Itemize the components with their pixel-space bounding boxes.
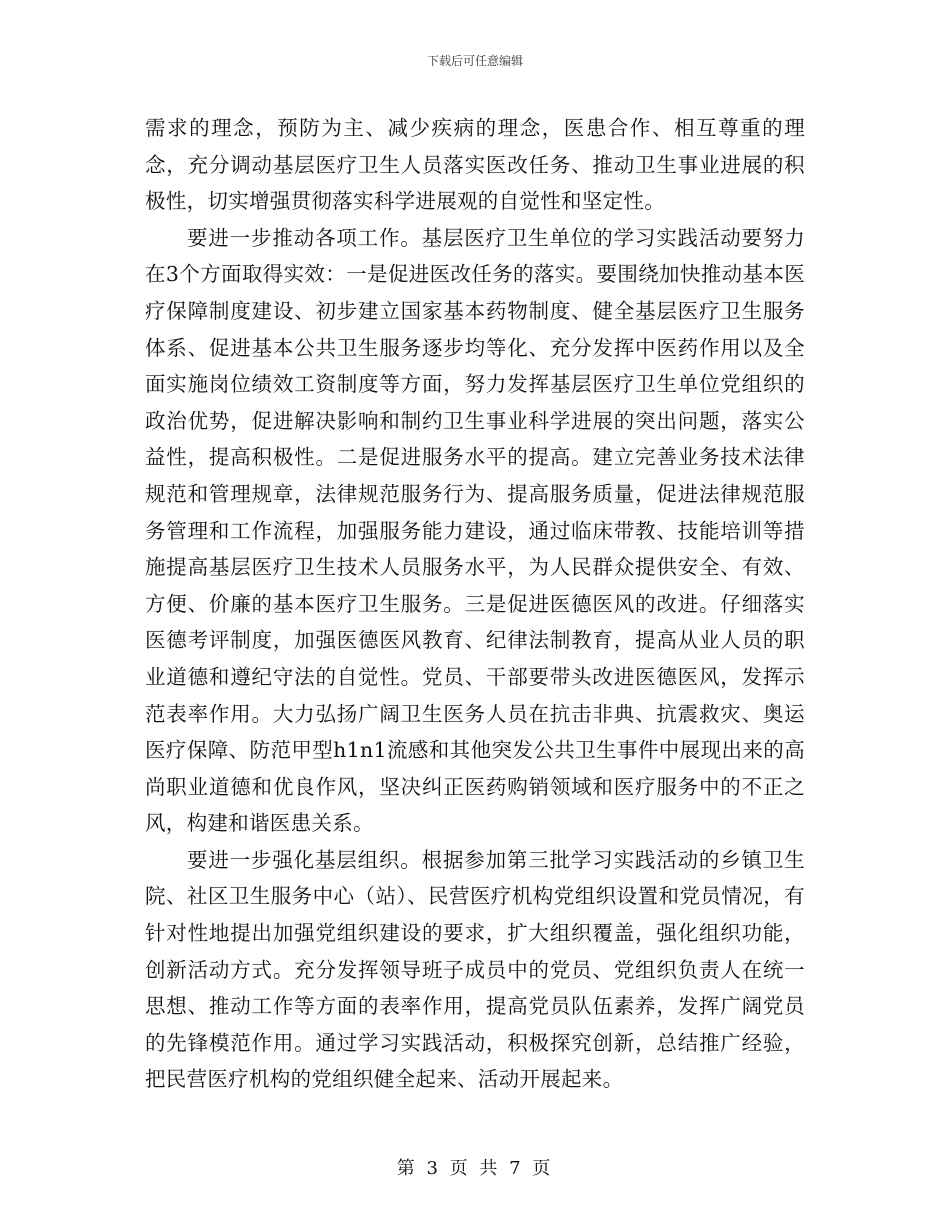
page-header: 下载后可任意编辑 bbox=[426, 54, 523, 68]
paragraph-strengthen-organization: 要进一步强化基层组织。根据参加第三批学习实践活动的乡镇卫生院、社区卫生服务中心（站）、民营医疗机构党组织设置和党员情况，有针对性地提出加强党组织建设的要求，扩大组织覆盖，强化组织功能，创新活动方式。充分发挥领导班子成员中的党员、党组织负责人在统一思想、推动工作等方面的表率作用，提高党员队伍素养，发挥广阔党员的先锋模范作用。通过学习实践活动，积极探究创新，总结推广经验，把民营医疗机构的党组织健全起来、活动开展起来。 bbox=[145, 847, 805, 1092]
paragraph-advance-work: 要进一步推动各项工作。基层医疗卫生单位的学习实践活动要努力在3个方面取得实效：一是促进医改任务的落实。要围绕加快推动基本医疗保障制度建设、初步建立国家基本药物制度、健全基层医疗卫生服务体系、促进基本公共卫生服务逐步均等化、充分发挥中医药作用以及全面实施岗位绩效工资制度等方面，努力发挥基层医疗卫生单位党组织的政治优势，促进解决影响和制约卫生事业科学进展的突出问题，落实公益性，提高积极性。二是促进服务水平的提高。建立完善业务技术法律规范和管理规章，法律规范服务行为、提高服务质量，促进法律规范服务管理和工作流程，加强服务能力建设，通过临床带教、技能培训等措施提高基层医疗卫生技术人员服务水平，为人民群众提供安全、有效、方便、价廉的基本医疗卫生服务。三是促进医德医风的改进。仔细落实医德考评制度，加强医德医风教育、纪律法制教育，提高从业人员的职业道德和遵纪守法的自觉性。党员、干部要带头改进医德医风，发挥示范表率作用。大力弘扬广阔卫生医务人员在抗击非典、抗震救灾、奥运医疗保障、防范甲型h1n1流感和其他突发公共卫生事件中展现出来的高尚职业道德和优良作风，坚决纠正医药购销领域和医疗服务中的不正之风，构建和谐医患关系。 bbox=[145, 225, 805, 836]
paragraph-continuation: 需求的理念，预防为主、减少疾病的理念，医患合作、相互尊重的理念，充分调动基层医疗卫生人员落实医改任务、推动卫生事业进展的积极性，切实增强贯彻落实科学进展观的自觉性和坚定性。 bbox=[145, 116, 805, 214]
page-number-footer: 第 3 页 共 7 页 bbox=[396, 1158, 554, 1179]
document-body bbox=[145, 110, 805, 1098]
